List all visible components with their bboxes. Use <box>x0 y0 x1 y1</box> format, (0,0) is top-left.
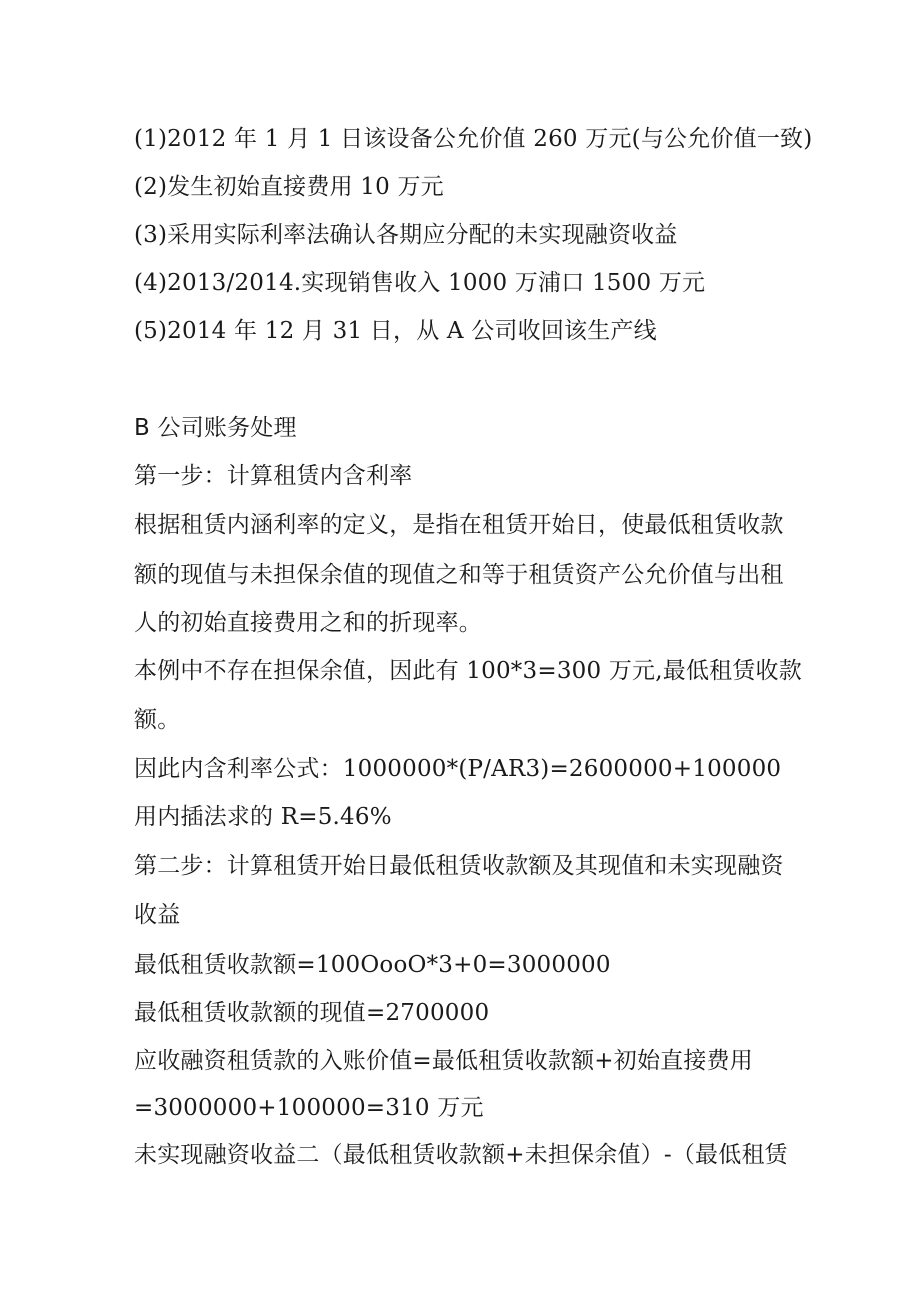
receivable-line-1: 应收融资租赁款的入账价值=最低租赁收款额+初始直接费用 <box>134 1048 753 1074</box>
list-item-5: (5)2014 年 12 月 31 日，从 A 公司收回该生产线 <box>134 318 657 344</box>
receivable-line-2: =3000000+100000=310 万元 <box>134 1095 484 1121</box>
list-item-1: (1)2012 年 1 月 1 日该设备公允价值 260 万元(与公允价值一致) <box>134 126 813 152</box>
step2-title-line-2: 收益 <box>134 902 181 928</box>
present-value-line: 最低租赁收款额的现值=2700000 <box>134 1000 490 1026</box>
example-line-2: 额。 <box>134 707 181 733</box>
min-lease-line: 最低租赁收款额=100OooO*3+0=3000000 <box>134 952 611 978</box>
unrealized-line: 未实现融资收益二（最低租赁收款额+未担保余值）-（最低租赁 <box>134 1142 788 1168</box>
formula-line: 因此内含利率公式：1000000*(P/AR3)=2600000+100000 <box>134 756 782 782</box>
step1-title: 第一步：计算租赁内含利率 <box>134 463 413 489</box>
section-title: B 公司账务处理 <box>134 415 297 441</box>
definition-line-2: 额的现值与未担保余值的现值之和等于租赁资产公允价值与出租 <box>134 562 784 588</box>
list-item-2: (2)发生初始直接费用 10 万元 <box>134 174 444 200</box>
definition-line-3: 人的初始直接费用之和的折现率。 <box>134 610 482 636</box>
example-line-1: 本例中不存在担保余值，因此有 100*3=300 万元,最低租赁收款 <box>134 658 802 684</box>
definition-line-1: 根据租赁内涵利率的定义，是指在租赁开始日，使最低租赁收款 <box>134 512 784 538</box>
list-item-3: (3)采用实际利率法确认各期应分配的未实现融资收益 <box>134 222 678 248</box>
interpolation-line: 用内插法求的 R=5.46% <box>134 804 392 830</box>
step2-title-line-1: 第二步：计算租赁开始日最低租赁收款额及其现值和未实现融资 <box>134 853 784 879</box>
list-item-4: (4)2013/2014.实现销售收入 1000 万浦口 1500 万元 <box>134 270 706 296</box>
